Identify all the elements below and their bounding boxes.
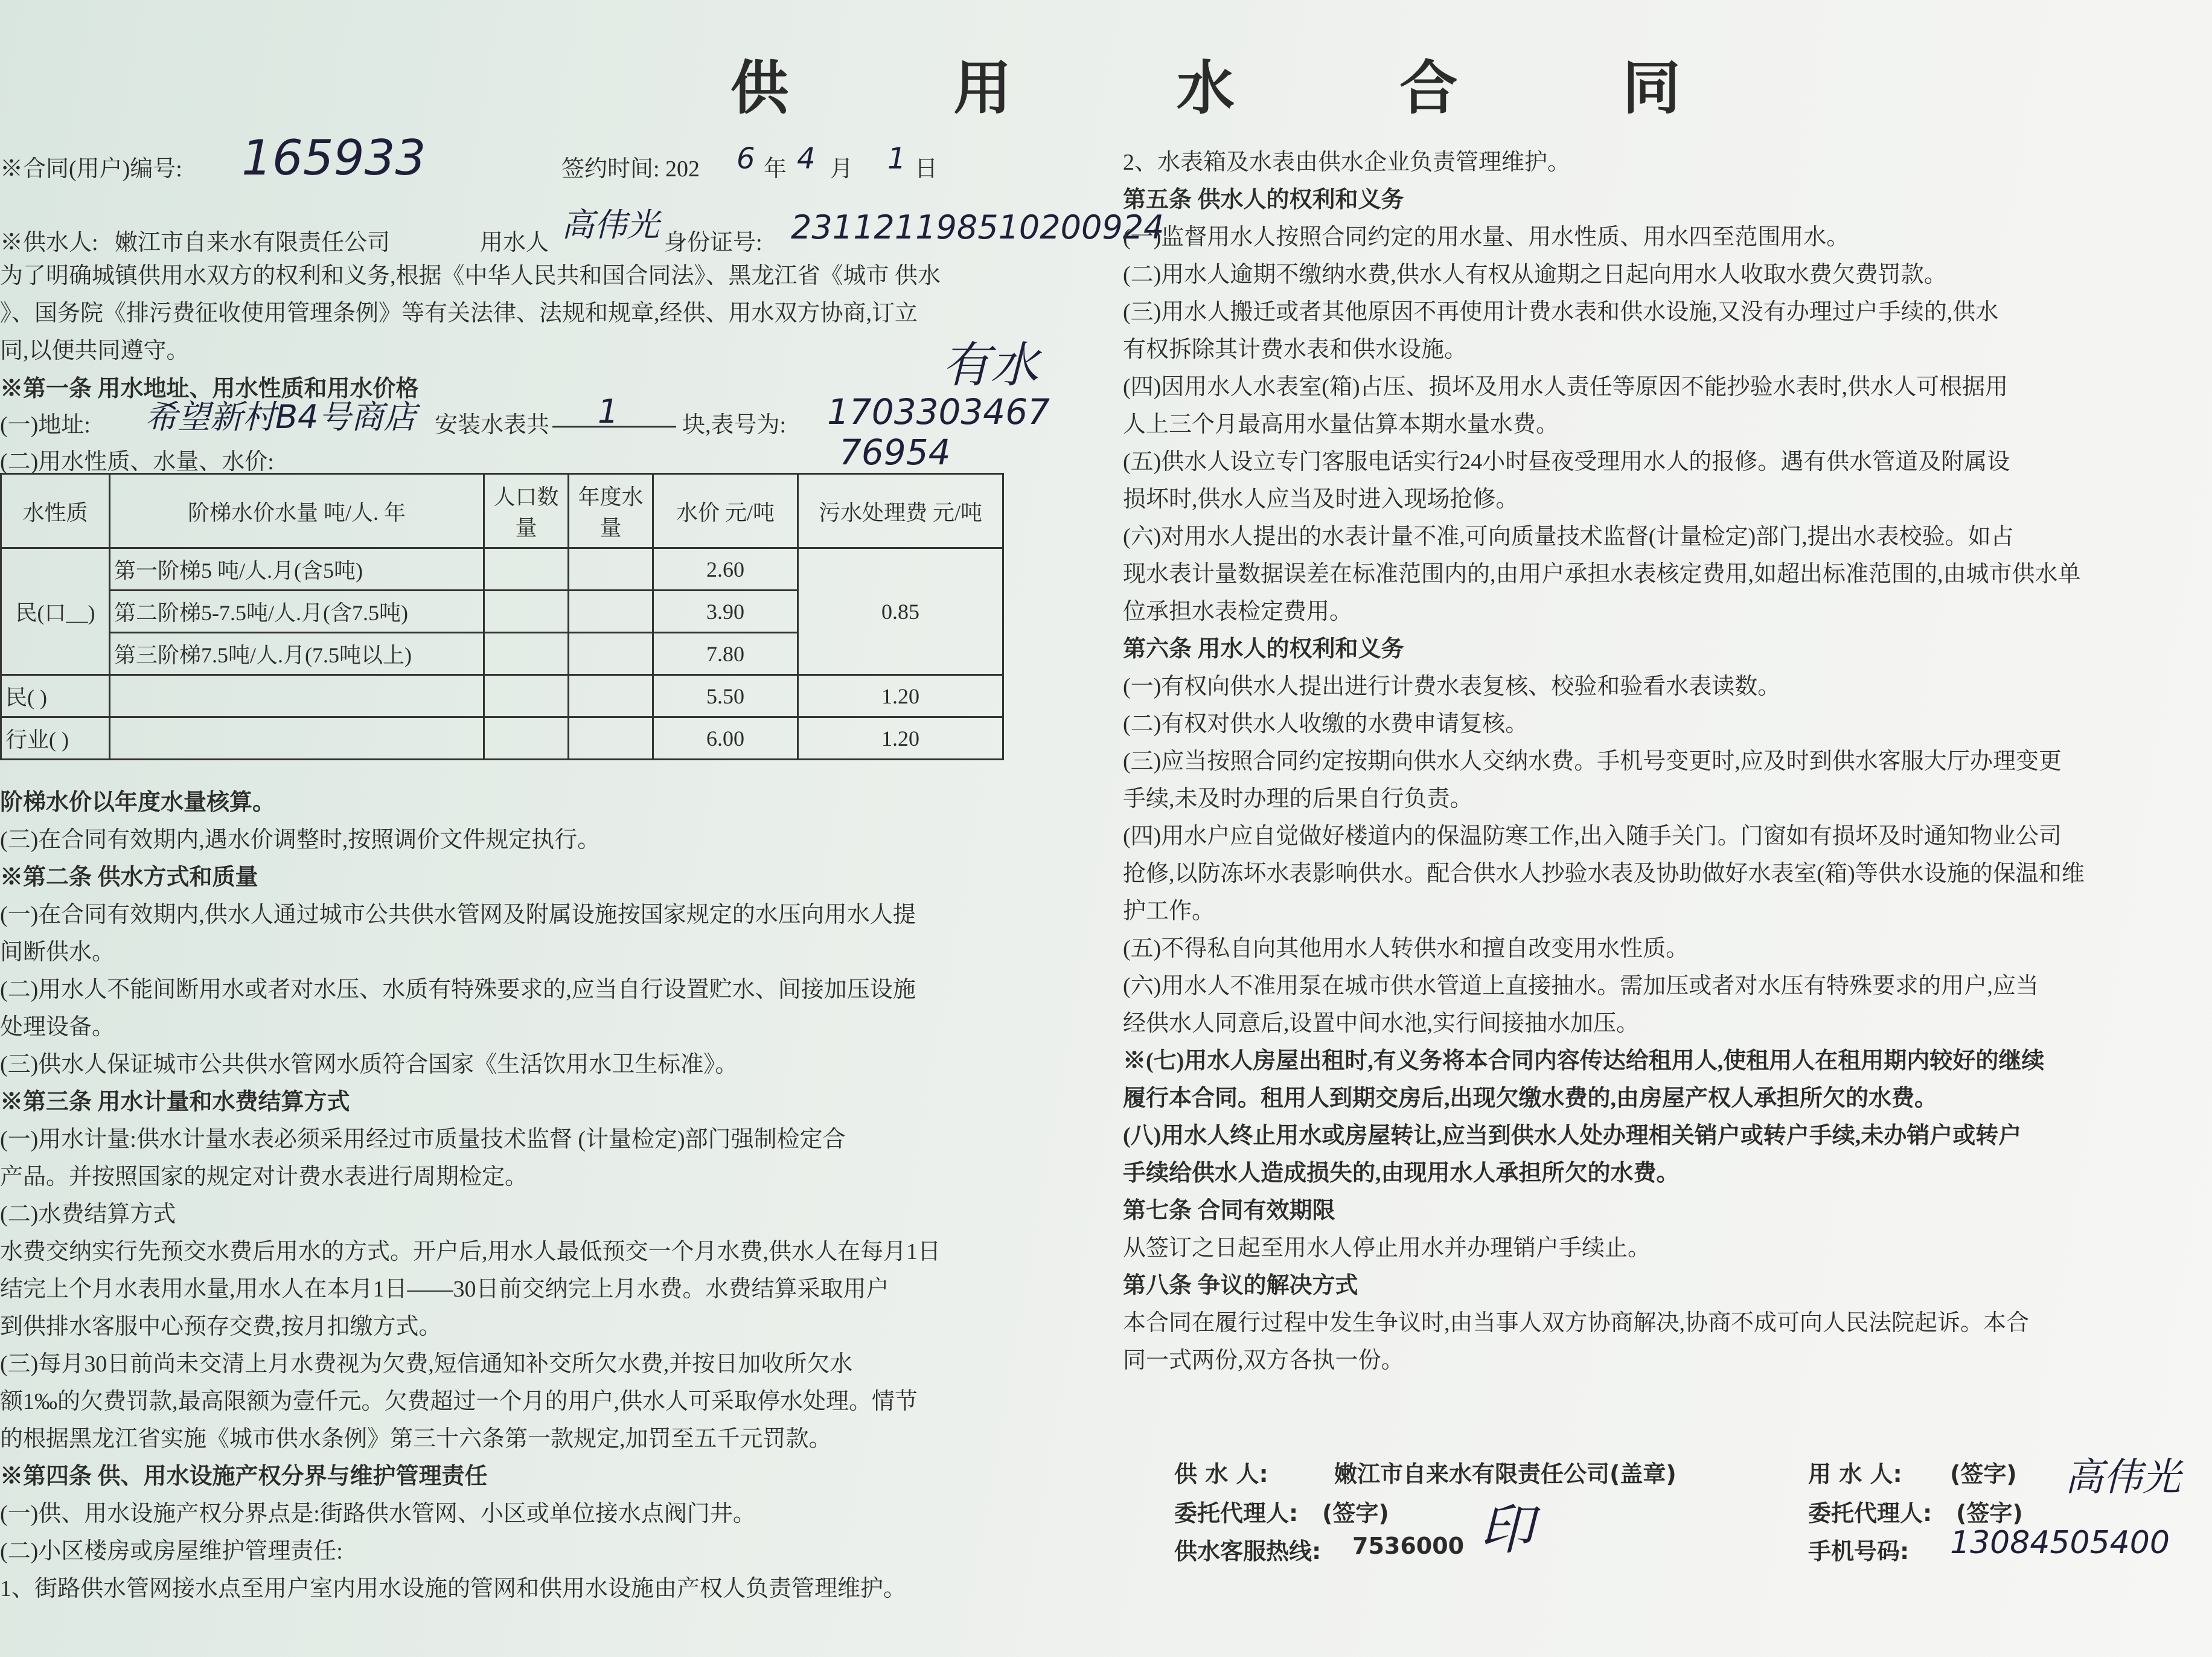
row-sewage: 1.20 xyxy=(798,675,1003,717)
text-line: 产品。并按照国家的规定对计费水表进行周期检定。 xyxy=(0,1164,528,1190)
cell-empty xyxy=(569,717,653,760)
user-signature: 高伟光 xyxy=(2065,1455,2181,1500)
text-line: 损坏时,供水人应当及时进入现场抢修。 xyxy=(1123,487,1519,512)
text-line: (三)在合同有效期内,遇水价调整时,按照调价文件规定执行。 xyxy=(0,827,601,853)
table-header-row xyxy=(1,474,1003,548)
tier-price: 2.60 xyxy=(653,548,798,591)
text-line: (四)因用水人水表室(箱)占压、损坏及用水人责任等原因不能抄验水表时,供水人可根据用 xyxy=(1123,374,2009,400)
text-line: 手续,未及时办理的后果自行负责。 xyxy=(1123,786,1473,812)
text-line: 的根据黑龙江省实施《城市供水条例》第三十六条第一款规定,加罚至五千元罚款。 xyxy=(0,1426,832,1452)
text-line: 第八条 争议的解决方式 xyxy=(1123,1273,1358,1298)
table-row xyxy=(1,675,1003,717)
text-line: (三)应当按照合同约定按期向供水人交纳水费。手机号变更时,应及时到供水客服大厅办理变更 xyxy=(1123,749,2062,774)
text-line: 人上三个月最高用水量估算本期水量水费。 xyxy=(1123,412,1559,437)
user-sign-value: (签字) xyxy=(1950,1461,2017,1487)
supplier-sign-label: 供 水 人: xyxy=(1174,1461,1268,1487)
address-label: (一)地址: xyxy=(0,412,91,438)
text-line: (三)用水人搬迁或者其他原因不再使用计费水表和供水设施,又没有办理过户手续的,供水 xyxy=(1123,300,1999,325)
text-line: 2、水表箱及水表由供水企业负责管理维护。 xyxy=(1123,150,1571,175)
text-line: (一)用水计量:供水计量水表必须采用经过市质量技术监督 (计量检定)部门强制检定合 xyxy=(0,1127,846,1152)
cell-empty xyxy=(110,675,484,717)
phone-number: 13084505400 xyxy=(1950,1525,2170,1561)
text-line: 同一式两份,双方各执一份。 xyxy=(1123,1348,1404,1373)
sign-year: 6 xyxy=(737,142,755,176)
text-line: 履行本合同。租用人到期交房后,出现欠缴水费的,由房屋产权人承担所欠的水费。 xyxy=(1123,1086,1938,1111)
contract-no-label: ※合同(用户)编号: xyxy=(0,156,182,182)
meter-reading: 76954 xyxy=(839,432,951,473)
preamble-line: 同,以便共同遵守。 xyxy=(0,338,190,364)
table-row xyxy=(1,548,1003,591)
text-line: ※第三条 用水计量和水费结算方式 xyxy=(0,1089,350,1115)
tier-price: 7.80 xyxy=(653,633,798,675)
sign-year-unit: 年 xyxy=(764,156,787,182)
text-line: 有权拆除其计费水表和供水设施。 xyxy=(1123,337,1468,362)
meter-unit: 块,表号为: xyxy=(682,412,787,438)
text-line: (二)有权对供水人收缴的水费申请复核。 xyxy=(1123,711,1529,737)
text-line: 护工作。 xyxy=(1123,899,1215,924)
text-line: (三)供水人保证城市公共供水管网水质符合国家《生活饮用水卫生标准》。 xyxy=(0,1052,738,1077)
contract-no: 165933 xyxy=(241,130,426,186)
table-header: 污水处理费 元/吨 xyxy=(798,474,1003,548)
cell-empty xyxy=(569,591,653,633)
user-label: 用水人 xyxy=(480,230,549,255)
text-line: 到供排水客服中心预存交费,按月扣缴方式。 xyxy=(0,1314,442,1339)
row-sewage: 1.20 xyxy=(798,717,1003,760)
text-line: 手续给供水人造成损失的,由现用水人承担所欠的水费。 xyxy=(1123,1161,1680,1186)
text-line: 间断供水。 xyxy=(0,940,115,965)
text-line: (二)水费结算方式 xyxy=(0,1202,176,1227)
text-line: ※第二条 供水方式和质量 xyxy=(0,865,258,890)
user-agent-value: (签字) xyxy=(1956,1500,2023,1527)
meter-label: 安装水表共 xyxy=(435,412,550,438)
price-table xyxy=(0,473,1004,760)
text-line: 本合同在履行过程中发生争议时,由当事人双方协商解决,协商不成可向人民法院起诉。本合 xyxy=(1123,1310,2030,1336)
resident-sewage: 0.85 xyxy=(798,548,1003,675)
phone-label: 手机号码: xyxy=(1808,1538,1910,1565)
preamble-line: 》、国务院《排污费征收使用管理条例》等有关法律、法规和规章,经供、用水双方协商,订立 xyxy=(0,301,918,326)
text-line: (一)有权向供水人提出进行计费水表复核、校验和验看水表读数。 xyxy=(1123,674,1781,699)
supplier-sign-value: 嫩江市自来水有限责任公司(盖章) xyxy=(1334,1461,1677,1487)
hotline-label: 供水客服热线: xyxy=(1174,1538,1322,1565)
text-line: ※第四条 供、用水设施产权分界与维护管理责任 xyxy=(0,1464,488,1489)
tier-desc: 第二阶梯5-7.5吨/人.月(含7.5吨) xyxy=(110,591,484,633)
cell-empty xyxy=(484,717,569,760)
cell-empty xyxy=(484,548,569,591)
cell-empty xyxy=(110,717,484,760)
table-header: 阶梯水价水量 吨/人. 年 xyxy=(110,474,484,548)
text-line: 第六条 用水人的权利和义务 xyxy=(1123,636,1404,662)
user-sign-label: 用 水 人: xyxy=(1808,1461,1902,1487)
tier-desc: 第一阶梯5 吨/人.月(含5吨) xyxy=(110,548,484,591)
agent-label: 委托代理人: xyxy=(1174,1500,1299,1527)
agent-value: (签字) xyxy=(1322,1500,1389,1527)
text-line: (一)监督用水人按照合同约定的用水量、用水性质、用水四至范围用水。 xyxy=(1123,225,1850,250)
text-line: 位承担水表检定费用。 xyxy=(1123,599,1353,624)
text-line: (六)对用水人提出的水表计量不准,可向质量技术监督(计量检定)部门,提出水表校验。如占 xyxy=(1123,524,2014,550)
cell-empty xyxy=(484,633,569,675)
text-line: 第七条 合同有效期限 xyxy=(1123,1198,1335,1223)
text-line: 1、街路供水管网接水点至用户室内用水设施的管网和供用水设施由产权人负责管理维护。 xyxy=(0,1576,907,1601)
handwritten-note: 有水 xyxy=(942,337,1038,393)
row-price: 5.50 xyxy=(653,675,798,717)
table-header: 水价 元/吨 xyxy=(653,474,798,548)
text-line: (一)供、用水设施产权分界点是:街路供水管网、小区或单位接水点阀门井。 xyxy=(0,1501,756,1527)
nature-cell: 民( ) xyxy=(1,675,110,717)
cell-empty xyxy=(569,633,653,675)
sign-day-unit: 日 xyxy=(915,156,938,182)
text-line: 处理设备。 xyxy=(0,1014,115,1040)
user-name: 高伟光 xyxy=(561,206,659,244)
table-header: 人口数量 xyxy=(484,474,569,548)
text-line: 额1‰的欠费罚款,最高限额为壹仟元。欠费超过一个月的用户,供水人可采取停水处理。情节 xyxy=(0,1389,918,1414)
cell-empty xyxy=(484,591,569,633)
id-label: 身份证号: xyxy=(664,230,762,255)
document-title: 供 用 水 合 同 xyxy=(730,54,1753,122)
text-line: 阶梯水价以年度水量核算。 xyxy=(0,790,276,815)
text-line: 从签订之日起至用水人停止用水并办理销户手续止。 xyxy=(1123,1236,1651,1261)
supplier-label: ※供水人: xyxy=(0,230,98,255)
text-line: 经供水人同意后,设置中间水池,实行间接抽水加压。 xyxy=(1123,1011,1640,1036)
resident-label: 民(口__) xyxy=(1,548,110,675)
id-number: 231121198510200924 xyxy=(791,208,1165,246)
cell-empty xyxy=(484,675,569,717)
hotline-number: 7536000 xyxy=(1352,1533,1465,1559)
supplier-signature: 印 xyxy=(1479,1498,1533,1562)
sign-month: 4 xyxy=(797,142,816,176)
text-line: 水费交纳实行先预交水费后用水的方式。开户后,用水人最低预交一个月水费,供水人在每月1日 xyxy=(0,1239,941,1264)
meter-number: 1703303467 xyxy=(827,391,1050,432)
sign-day: 1 xyxy=(887,142,906,176)
nature-label: (二)用水性质、水量、水价: xyxy=(0,449,274,475)
nature-cell: 行业( ) xyxy=(1,717,110,760)
cell-empty xyxy=(569,548,653,591)
text-line: (三)每月30日前尚未交清上月水费视为欠费,短信通知补交所欠水费,并按日加收所欠水 xyxy=(0,1351,853,1377)
sign-date-label: 签约时间: 202 xyxy=(561,156,700,182)
text-line: (五)供水人设立专门客服电话实行24小时昼夜受理用水人的报修。遇有供水管道及附属设 xyxy=(1123,449,2010,475)
text-line: (六)用水人不准用泵在城市供水管道上直接抽水。需加压或者对水压有特殊要求的用户,应当 xyxy=(1123,973,2039,999)
table-header: 水性质 xyxy=(1,474,110,548)
address-value: 希望新村B4号商店 xyxy=(145,398,417,436)
text-line: (二)用水人不能间断用水或者对水压、水质有特殊要求的,应当自行设置贮水、间接加压设施 xyxy=(0,977,916,1002)
text-line: (二)小区楼房或房屋维护管理责任: xyxy=(0,1539,343,1564)
text-line: 第五条 供水人的权利和义务 xyxy=(1123,187,1404,213)
text-line: (四)用水户应自觉做好楼道内的保温防寒工作,出入随手关门。门窗如有损坏及时通知物业公司 xyxy=(1123,824,2062,849)
article1-title: ※第一条 用水地址、用水性质和用水价格 xyxy=(0,376,419,402)
text-line: (五)不得私自向其他用水人转供水和擅自改变用水性质。 xyxy=(1123,936,1689,961)
supplier-name: 嫩江市自来水有限责任公司 xyxy=(115,230,391,255)
text-line: (一)在合同有效期内,供水人通过城市公共供水管网及附属设施按国家规定的水压向用水人提 xyxy=(0,902,916,928)
tier-price: 3.90 xyxy=(653,591,798,633)
text-line: (二)用水人逾期不缴纳水费,供水人有权从逾期之日起向用水人收取水费欠费罚款。 xyxy=(1123,262,1947,287)
tier-desc: 第三阶梯7.5吨/人.月(7.5吨以上) xyxy=(110,633,484,675)
table-row xyxy=(1,717,1003,760)
text-line: ※(七)用水人房屋出租时,有义务将本合同内容传达给租用人,使租用人在租用期内较好的继续 xyxy=(1123,1048,2045,1074)
preamble-line: 为了明确城镇供用水双方的权利和义务,根据《中华人民共和国合同法》、黑龙江省《城市 供水 xyxy=(0,263,941,289)
text-line: (八)用水人终止用水或房屋转让,应当到供水人处办理相关销户或转户手续,未办销户或转户 xyxy=(1123,1123,2022,1149)
user-agent-label: 委托代理人: xyxy=(1808,1500,1932,1527)
row-price: 6.00 xyxy=(653,717,798,760)
table-header: 年度水量 xyxy=(569,474,653,548)
text-line: 抢修,以防冻坏水表影响供水。配合供水人抄验水表及协助做好水表室(箱)等供水设施的保温和维 xyxy=(1123,861,2085,886)
cell-empty xyxy=(569,675,653,717)
meter-count: 1 xyxy=(598,393,619,431)
sign-month-unit: 月 xyxy=(830,156,854,182)
text-line: 结完上个月水表用水量,用水人在本月1日——30日前交纳完上月水费。水费结算采取用户 xyxy=(0,1277,889,1302)
text-line: 现水表计量数据误差在标准范围内的,由用户承担水表核定费用,如超出标准范围的,由城市供水单 xyxy=(1123,562,2081,587)
